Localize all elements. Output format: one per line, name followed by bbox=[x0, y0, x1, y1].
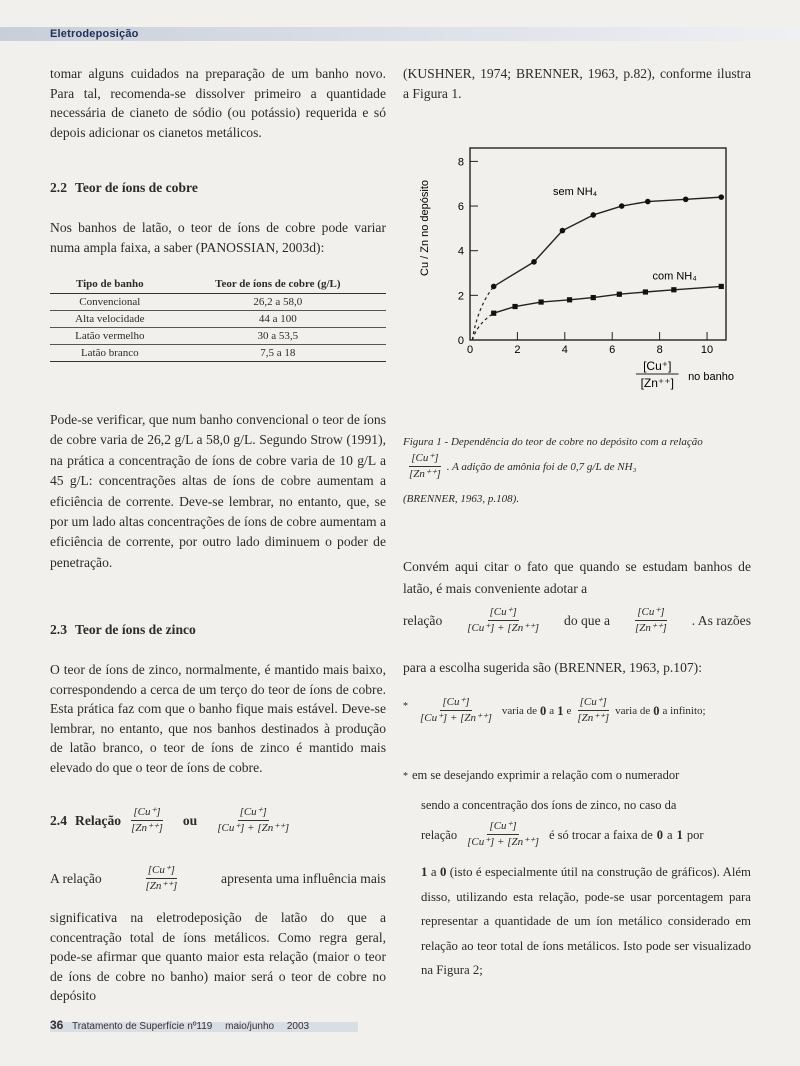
y-tick-label: 0 bbox=[457, 335, 464, 347]
data-point bbox=[671, 287, 676, 292]
data-point bbox=[567, 297, 572, 302]
x-axis-label-den: [Zn⁺⁺] bbox=[640, 376, 674, 390]
y-tick-label: 8 bbox=[457, 156, 464, 169]
x-tick-label: 8 bbox=[656, 344, 663, 356]
section-2-2-text-2: Pode-se verificar, que num banho convencional o teor de íons de cobre varia de 26,2 g/L a 58,0 g/L. Segundo Strow (1991), na prática a concentração de íons de cobre varia de 10 g/L a 45 g/L: concentrações altas de íons de cobre aumentam a eficiência de corrente. Deve-se lembrar, no entanto, que, se por um lado altas concentrações de íons de cobre aumentam a eficiência de corrente, por outro lado diminuem o poder de penetração. bbox=[50, 412, 386, 570]
ratio-cu-total: $\frac{[Cu^+]}{[Cu^+] + [Zn^{++}]}$ bbox=[217, 806, 290, 834]
data-point bbox=[560, 228, 566, 234]
data-point bbox=[591, 295, 596, 300]
right-paragraph-2: para a escolha sugerida são (BRENNER, 1963, p.107): bbox=[403, 660, 702, 675]
journal-name: Tratamento de Superfície nº119 bbox=[71, 1021, 213, 1032]
figure-1-caption: Figura 1 - Dependência do teor de cobre no depósito com a relação $\frac{[Cu^+]}{[Zn^{++}]}$ . A adição de amônia foi de 0,7 g/L de NH₃ (BRENNER, 1963, p.108). bbox=[403, 436, 703, 505]
data-point bbox=[619, 203, 625, 209]
section-2-4-text: significativa na eletrodeposição de latão do que a concentração total de íons metálicos. Como regra geral, pode-se afirmar que quanto maior esta relação (maior o teor de íons de cobre no banho) maior será o teor de cobre no depósito bbox=[50, 910, 386, 1003]
section-2-3-text: O teor de íons de zinco, normalmente, é mantido mais baixo, correspondendo a cerca de um terço do teor de íons de cobre. Esta prática faz com que o banho fique mais estável. Deve-se lembrar, no entanto, que nos banhos destinados à produção de latão branco, o teor de íons de zinco é mantido mais elevado do que o teor de íons de cobre. bbox=[50, 662, 386, 775]
ratio-cu-zn: $\frac{[Cu^+]}{[Zn^{++}]}$ bbox=[409, 452, 441, 480]
table-header: Teor de íons de cobre (g/L) bbox=[170, 276, 386, 294]
x-tick-label: 6 bbox=[609, 344, 616, 356]
right-paragraph-3: 1 a 0 (isto é especialmente útil na construção de gráficos). Além disso, utilizando esta relação, pode-se usar porcentagem para representar a quantidade de um íon metálico considerado em relação ao teor total de íons metálicos. Isto pode ser visualizado na Figura 2; bbox=[421, 865, 752, 978]
x-axis-label-suffix: no banho bbox=[688, 371, 734, 383]
data-point bbox=[539, 299, 544, 304]
data-point bbox=[645, 199, 651, 205]
section-2-4-heading: 2.4 Relação $\frac{[Cu^+]}{[Zn^{++}]}$ ou $\frac{[Cu^+]}{[Cu^+] + [Zn^{++}]}$ bbox=[50, 806, 290, 834]
y-tick-label: 6 bbox=[457, 201, 464, 214]
data-point bbox=[617, 292, 622, 297]
right-intro-paragraph: (KUSHNER, 1974; BRENNER, 1963, p.82), conforme ilustra a Figura 1. bbox=[403, 66, 751, 101]
x-tick-label: 4 bbox=[561, 344, 568, 356]
ratio-cu-total: $\frac{[Cu^+]}{[Cu^+] + [Zn^{++}]}$ bbox=[420, 696, 492, 724]
data-point bbox=[531, 259, 537, 265]
ratio-cu-zn: $\frac{[Cu^+]}{[Zn^{++}]}$ bbox=[145, 864, 178, 892]
issue-label: maio/junho bbox=[225, 1021, 275, 1032]
data-point bbox=[512, 304, 517, 309]
data-point bbox=[683, 197, 689, 203]
y-axis-label: Cu / Zn no depósito bbox=[419, 179, 431, 277]
running-title: Eletrodeposição bbox=[50, 28, 139, 40]
right-paragraph-1-ratios: relação $\frac{[Cu^+]}{[Cu^+] + [Zn^{++}]}$ do que a $\frac{[Cu^+]}{[Zn^{++}]}$ . As razões bbox=[403, 606, 751, 634]
x-tick-label: 0 bbox=[466, 344, 474, 356]
y-tick-label: 2 bbox=[457, 290, 464, 303]
ratio-cu-zn: $\frac{[Cu^+]}{[Zn^{++}]}$ bbox=[635, 606, 667, 634]
ratio-cu-total: $\frac{[Cu^+]}{[Cu^+] + [Zn^{++}]}$ bbox=[467, 606, 540, 634]
x-tick-label: 2 bbox=[514, 344, 521, 356]
series-line bbox=[494, 286, 722, 313]
section-2-4-lead: A relação $\frac{[Cu^+]}{[Zn^{++}]}$ apresenta uma influência mais bbox=[50, 864, 386, 892]
plot-frame bbox=[470, 148, 726, 340]
bullet-2: * em se desejando exprimir a relação com o numerador sendo a concentração dos íons de zinco, no caso da relação $\frac{[Cu^+]}{[Cu^+] + [Zn^{++}]}$ é só trocar a faixa de 0 a 1 por bbox=[403, 768, 704, 848]
x-axis-label-num: [Cu⁺] bbox=[643, 359, 672, 373]
right-paragraph-1: Convém aqui citar o fato que quando se estudam banhos de latão, é mais conveniente adotar a bbox=[403, 559, 751, 596]
section-2-2-heading: 2.2 Teor de íons de cobre bbox=[50, 180, 198, 195]
data-point bbox=[491, 284, 497, 290]
footer bbox=[50, 1018, 319, 1032]
page-number: 36 bbox=[50, 1018, 64, 1032]
data-point bbox=[718, 194, 724, 200]
x-tick-label: 10 bbox=[700, 344, 714, 356]
figure-1-chart bbox=[408, 136, 758, 406]
data-point bbox=[643, 289, 648, 294]
table-row: Latão branco 7,5 a 18 bbox=[50, 345, 386, 362]
ratio-cu-zn: $\frac{[Cu^+]}{[Zn^{++}]}$ bbox=[577, 696, 610, 724]
data-point bbox=[719, 284, 724, 289]
series-label: com NH₄ bbox=[652, 270, 697, 283]
y-tick-label: 4 bbox=[457, 245, 464, 258]
series-label: sem NH₄ bbox=[552, 185, 598, 198]
table-row: Latão vermelho 30 a 53,5 bbox=[50, 328, 386, 345]
data-point bbox=[491, 311, 496, 316]
left-intro-paragraph: tomar alguns cuidados na preparação de um banho novo. Para tal, recomenda-se dissolver primeiro a quantidade necessária de cianeto de sódio (ou potássio) requerida e só depois adicionar os cianetos metálicos. bbox=[50, 66, 386, 140]
ratio-cu-zn: $\frac{[Cu^+]}{[Zn^{++}]}$ bbox=[131, 806, 163, 834]
copper-content-table bbox=[50, 276, 386, 362]
year-label: 2003 bbox=[286, 1021, 310, 1032]
table-header: Tipo de banho bbox=[50, 276, 170, 294]
ratio-cu-total: $\frac{[Cu^+]}{[Cu^+] + [Zn^{++}]}$ bbox=[467, 820, 539, 848]
table-row: Convencional 26,2 a 58,0 bbox=[50, 294, 386, 311]
section-2-3-heading: 2.3 Teor de íons de zinco bbox=[50, 622, 196, 637]
bullet-1: * $\frac{[Cu^+]}{[Cu^+] + [Zn^{++}]}$ varia de 0 a 1 e $\frac{[Cu^+]}{[Zn^{++}]}$ varia de 0 a infinito; bbox=[403, 696, 706, 724]
data-point bbox=[590, 212, 596, 218]
section-2-2-text: Nos banhos de latão, o teor de íons de cobre pode variar numa ampla faixa, a saber (PANOSSIAN, 2003d): bbox=[50, 220, 386, 255]
table-row: Alta velocidade 44 a 100 bbox=[50, 311, 386, 328]
